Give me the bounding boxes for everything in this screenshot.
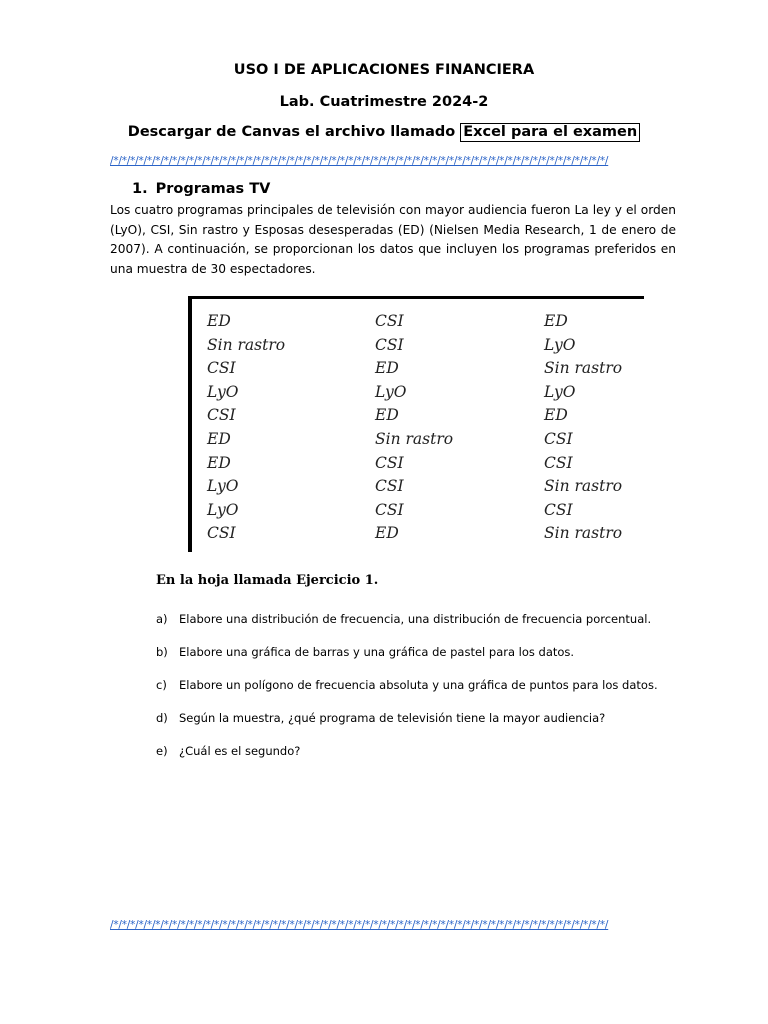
table-cell: Sin rastro (544, 359, 623, 378)
table-cell: Sin rastro (207, 335, 286, 354)
table-cell: CSI (544, 500, 573, 519)
download-instruction-text: Descargar de Canvas el archivo llamado (127, 124, 461, 140)
table-cell: LyO (544, 335, 576, 354)
question-letter: b) (156, 645, 168, 659)
table-cell: ED (207, 312, 231, 330)
table-row (192, 406, 644, 430)
excel-file-name: Excel para el examen (460, 123, 640, 142)
document-title: USO I DE APLICACIONES FINANCIERA (233, 62, 535, 78)
table-cell: CSI (544, 430, 573, 448)
table-cell: CSI (375, 453, 404, 472)
table-cell: Sin rastro (375, 430, 454, 448)
table-cell: LyO (207, 477, 239, 496)
exercise-heading: En la hoja llamada Ejercicio 1. (156, 573, 379, 588)
table-cell: CSI (207, 359, 236, 378)
table-cell: LyO (207, 382, 239, 401)
table-cell: LyO (544, 382, 576, 401)
table-cell: LyO (207, 500, 239, 519)
table-cell: CSI (375, 312, 404, 330)
question-text: Elabore una gráfica de barras y una gráfica de pastel para los datos. (179, 645, 575, 659)
question-text: ¿Cuál es el segundo? (179, 744, 301, 758)
table-row (192, 336, 644, 360)
table-cell: ED (375, 359, 399, 378)
question-text: Elabore un polígono de frecuencia absoluta y una gráfica de puntos para los datos. (179, 678, 658, 692)
separator-bottom[interactable]: /*/*/*/*/*/*/*/*/*/*/*/*/*/*/*/*/*/*/*/*/*/*/*/*/*/*/*/*/*/*/*/*/*/*/*/*/*/*/*/*/*/*/*/*/*/*/*/*/*/*/*/*/*/*/*/*/*/*/*/ (110, 919, 609, 931)
table-cell: ED (375, 524, 399, 543)
table-cell: LyO (375, 382, 407, 401)
question-letter: d) (156, 711, 168, 725)
question-letter: e) (156, 744, 168, 758)
question-text: Elabore una distribución de frecuencia, una distribución de frecuencia porcentual. (179, 612, 652, 626)
question-item (156, 711, 605, 725)
table-row (192, 477, 644, 501)
table-cell: ED (544, 406, 568, 425)
question-item (156, 612, 651, 626)
table-cell: ED (207, 453, 231, 472)
table-cell: CSI (375, 477, 404, 496)
table-cell: Sin rastro (544, 524, 623, 543)
table-cell: ED (207, 430, 231, 448)
table-cell: CSI (544, 453, 573, 472)
table-cell: CSI (375, 500, 404, 519)
table-row (192, 383, 644, 407)
tv-programs-table (188, 296, 644, 552)
question-item (156, 744, 300, 758)
table-cell: Sin rastro (544, 477, 623, 496)
table-cell: ED (544, 312, 568, 330)
table-row (192, 501, 644, 525)
question-letter: c) (156, 678, 167, 692)
separator-top[interactable]: /*/*/*/*/*/*/*/*/*/*/*/*/*/*/*/*/*/*/*/*/*/*/*/*/*/*/*/*/*/*/*/*/*/*/*/*/*/*/*/*/*/*/*/*/*/*/*/*/*/*/*/*/*/*/*/*/*/*/*/ (110, 155, 609, 167)
question-letter: a) (156, 612, 168, 626)
table-row (192, 454, 644, 478)
section-heading (132, 181, 270, 197)
table-row (192, 359, 644, 383)
table-cell: CSI (207, 406, 236, 425)
table-row (192, 430, 644, 454)
table-cell: ED (375, 406, 399, 425)
table-row (192, 312, 644, 336)
table-cell: CSI (375, 335, 404, 354)
section-number: 1. (132, 181, 148, 197)
question-item (156, 645, 574, 659)
table-cell: CSI (207, 524, 236, 543)
document-subtitle: Lab. Cuatrimestre 2024-2 (279, 94, 489, 110)
table-row (192, 524, 644, 548)
download-instruction (0, 124, 768, 140)
question-item (156, 678, 658, 692)
section-title: Programas TV (155, 181, 271, 197)
section-intro: Los cuatro programas principales de televisión con mayor audiencia fueron La ley y el orden (LyO), CSI, Sin rastro y Esposas desesperadas (ED) (Nielsen Media Research, 1 de enero de 2007). A continuación, se proporcionan los datos que incluyen los programas preferidos en una muestra de 30 espectadores. (110, 203, 676, 276)
question-text: Según la muestra, ¿qué programa de televisión tiene la mayor audiencia? (179, 711, 606, 725)
